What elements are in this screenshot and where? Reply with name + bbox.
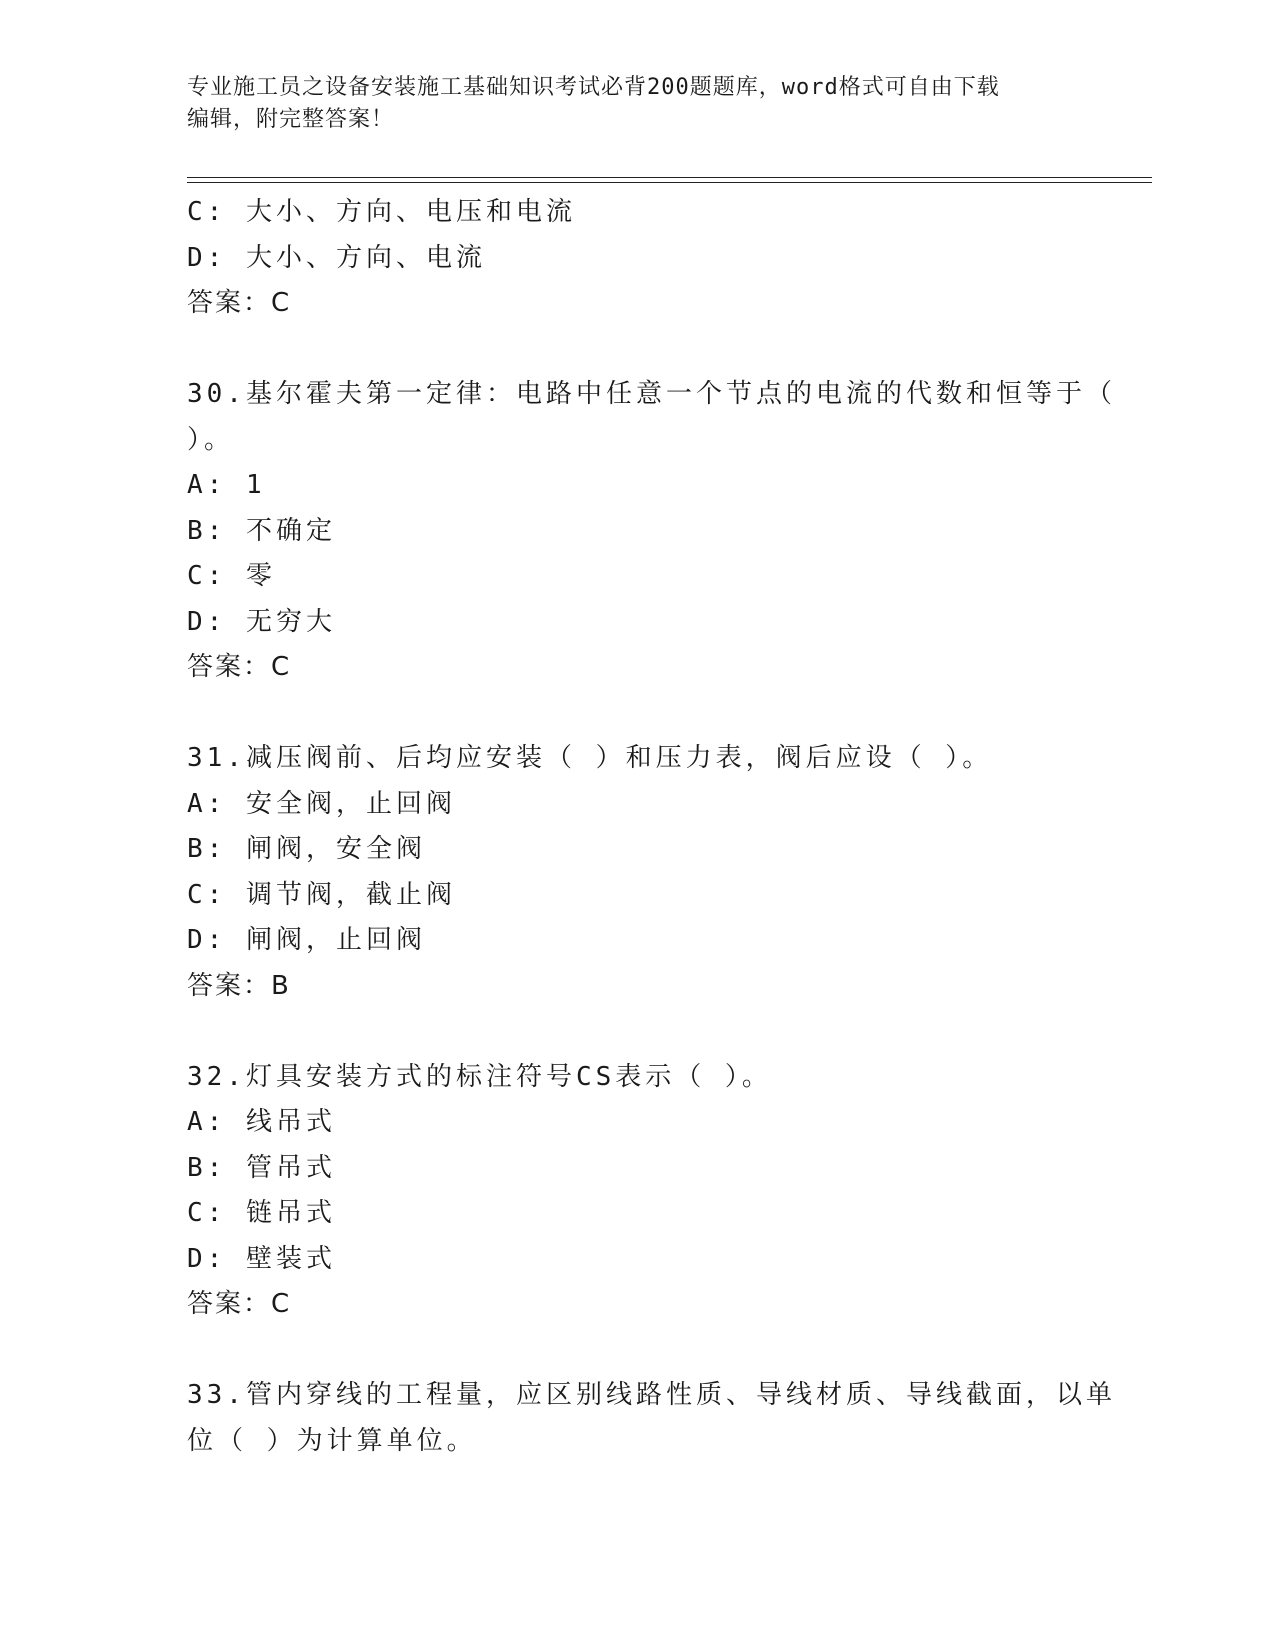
question-text: 30.基尔霍夫第一定律：电路中任意一个节点的电流的代数和恒等于（ [187,379,1116,409]
option-d: D: 大小、方向、电流 [187,242,486,273]
question-text: 32.灯具安装方式的标注符号CS表示（ ）。 [187,1061,772,1092]
header-title-line-2: 编辑，附完整答案！ [187,107,395,132]
option-c: C: 调节阀，截止阀 [187,879,456,910]
option-b: B: 管吊式 [187,1152,336,1183]
question-29-tail [187,190,1087,327]
question-text-continued: ）。 [187,424,235,455]
option-d: D: 壁装式 [187,1243,336,1274]
answer: 答案：C [187,288,292,318]
question-text: 31.减压阀前、后均应安装（ ）和压力表，阀后应设（ ）。 [187,743,993,773]
option-a: A: 安全阀，止回阀 [187,788,456,819]
option-b: B: 闸阀，安全阀 [187,834,426,864]
answer: 答案：C [187,1289,292,1319]
header-title-line-1: 专业施工员之设备安装施工基础知识考试必背200题题库，word格式可自由下载 [187,75,1000,100]
option-c: C: 链吊式 [187,1198,336,1228]
option-d: D: 无穷大 [187,606,336,637]
option-c: C: 大小、方向、电压和电流 [187,197,576,227]
option-a: A: 1 [187,470,266,500]
question-31 [187,736,1087,1009]
header-divider-top [187,177,1152,178]
option-c: C: 零 [187,561,276,591]
answer: 答案：B [187,970,291,1001]
answer: 答案：C [187,652,292,682]
header-divider-bottom [187,182,1152,183]
question-33 [187,1373,1116,1464]
question-list [187,190,1116,1464]
option-a: A: 线吊式 [187,1107,336,1137]
question-32 [187,1055,1087,1328]
question-30 [187,372,1116,691]
question-text: 33.管内穿线的工程量，应区别线路性质、导线材质、导线截面，以单 [187,1380,1116,1410]
question-text-continued: 位（ ）为计算单位。 [187,1425,477,1456]
document-header [187,72,1067,136]
option-d: D: 闸阀，止回阀 [187,925,426,955]
option-b: B: 不确定 [187,515,336,546]
